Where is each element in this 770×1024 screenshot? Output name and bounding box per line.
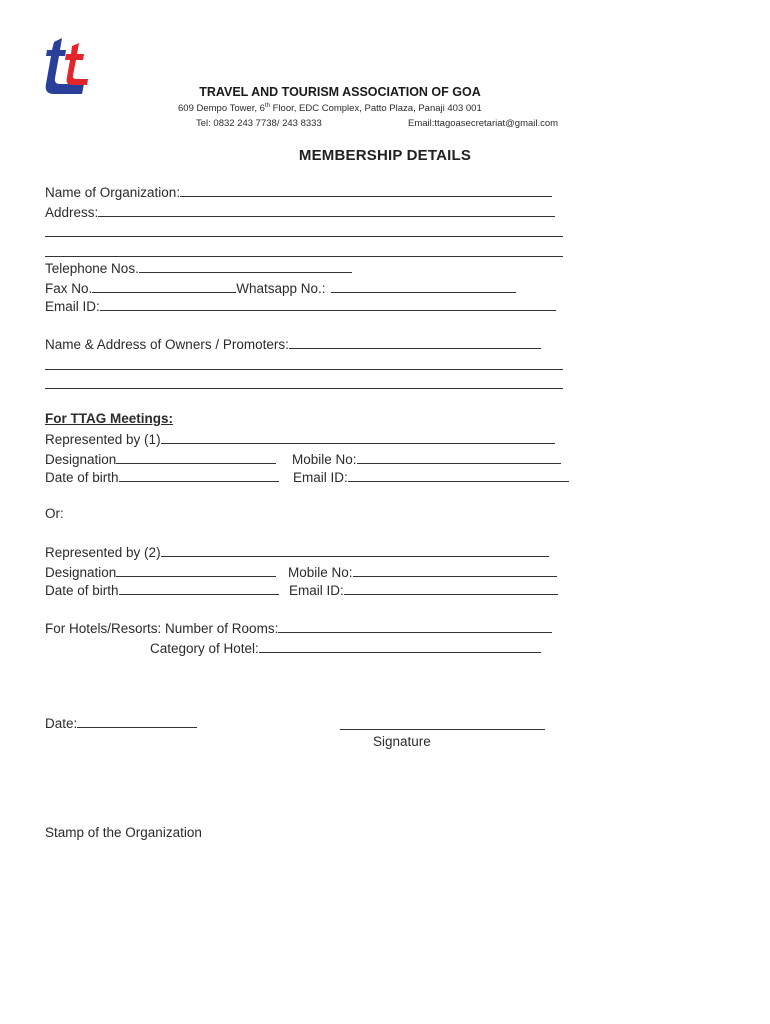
rep2-dob-row <box>45 581 279 599</box>
rep2-dob-field[interactable] <box>119 581 279 595</box>
stamp-label: Stamp of the Organization <box>45 825 202 840</box>
owners-row <box>45 335 541 353</box>
rep2-email-field[interactable] <box>344 581 558 595</box>
category-field[interactable] <box>259 639 541 653</box>
org-name-label: Name of Organization: <box>45 185 181 200</box>
rep1-row <box>45 430 555 448</box>
rep2-mobile-field[interactable] <box>353 563 557 577</box>
address-line-3[interactable] <box>45 256 563 257</box>
rep1-label: Represented by (1) <box>45 432 161 447</box>
address-label: Address: <box>45 205 99 220</box>
date-row <box>45 714 197 732</box>
rep1-designation-row <box>45 450 276 468</box>
org-name-row <box>45 183 552 201</box>
org-address: 609 Dempo Tower, 6th Floor, EDC Complex, Patto Plaza, Panaji 403 001 <box>178 103 482 115</box>
org-name: TRAVEL AND TOURISM ASSOCIATION OF GOA <box>199 85 481 99</box>
rep2-designation-row <box>45 563 276 581</box>
org-telephone: Tel: 0832 243 7738/ 243 8333 <box>196 118 322 129</box>
rep2-email-row <box>289 581 558 599</box>
whatsapp-field[interactable] <box>331 279 516 293</box>
rep1-mobile-label: Mobile No: <box>292 452 357 467</box>
rep2-mobile-row <box>288 563 557 581</box>
fax-label: Fax No. <box>45 281 93 296</box>
date-field[interactable] <box>77 714 197 728</box>
rep1-email-field[interactable] <box>348 468 569 482</box>
rep1-field[interactable] <box>161 430 555 444</box>
address-row <box>45 203 555 221</box>
rep2-mobile-label: Mobile No: <box>288 565 353 580</box>
rep2-label: Represented by (2) <box>45 545 161 560</box>
logo-red-t <box>65 43 88 85</box>
rep1-dob-row <box>45 468 279 486</box>
hotels-label: For Hotels/Resorts: Number of Rooms: <box>45 621 279 636</box>
rep2-dob-label: Date of birth <box>45 583 119 598</box>
owners-field[interactable] <box>289 335 541 349</box>
meetings-heading: For TTAG Meetings: <box>45 411 173 426</box>
email-row <box>45 297 556 315</box>
telephone-row <box>45 259 352 277</box>
rep1-mobile-row <box>292 450 561 468</box>
rep2-email-label: Email ID: <box>289 583 344 598</box>
rep2-designation-label: Designation <box>45 565 117 580</box>
rep1-email-row <box>293 468 569 486</box>
email-field[interactable] <box>100 297 556 311</box>
address-field[interactable] <box>98 203 555 217</box>
or-label: Or: <box>45 506 64 521</box>
rep2-designation-field[interactable] <box>116 563 276 577</box>
rep1-email-label: Email ID: <box>293 470 348 485</box>
org-email: Email:ttagoasecretariat@gmail.com <box>408 118 559 129</box>
rep1-dob-field[interactable] <box>119 468 279 482</box>
org-name-field[interactable] <box>180 183 552 197</box>
owners-label: Name & Address of Owners / Promoters: <box>45 337 289 352</box>
date-label: Date: <box>45 716 78 731</box>
category-label: Category of Hotel: <box>150 641 259 656</box>
category-row <box>150 639 541 657</box>
form-title: MEMBERSHIP DETAILS <box>298 147 472 164</box>
rep1-designation-label: Designation <box>45 452 117 467</box>
signature-line[interactable] <box>340 716 545 730</box>
fax-row <box>45 279 516 297</box>
rep2-field[interactable] <box>161 543 549 557</box>
owners-line-3[interactable] <box>45 388 563 389</box>
hotels-row <box>45 619 552 637</box>
rep2-row <box>45 543 549 561</box>
email-label: Email ID: <box>45 299 100 314</box>
owners-line-2[interactable] <box>45 369 563 370</box>
address-line-2[interactable] <box>45 236 563 237</box>
fax-field[interactable] <box>92 279 236 293</box>
rep1-dob-label: Date of birth <box>45 470 119 485</box>
telephone-field[interactable] <box>139 259 352 273</box>
rooms-field[interactable] <box>278 619 552 633</box>
signature-label: Signature <box>373 734 431 749</box>
rep1-mobile-field[interactable] <box>357 450 561 464</box>
telephone-label: Telephone Nos. <box>45 261 139 276</box>
rep1-designation-field[interactable] <box>116 450 276 464</box>
whatsapp-label: Whatsapp No.: <box>236 281 326 296</box>
